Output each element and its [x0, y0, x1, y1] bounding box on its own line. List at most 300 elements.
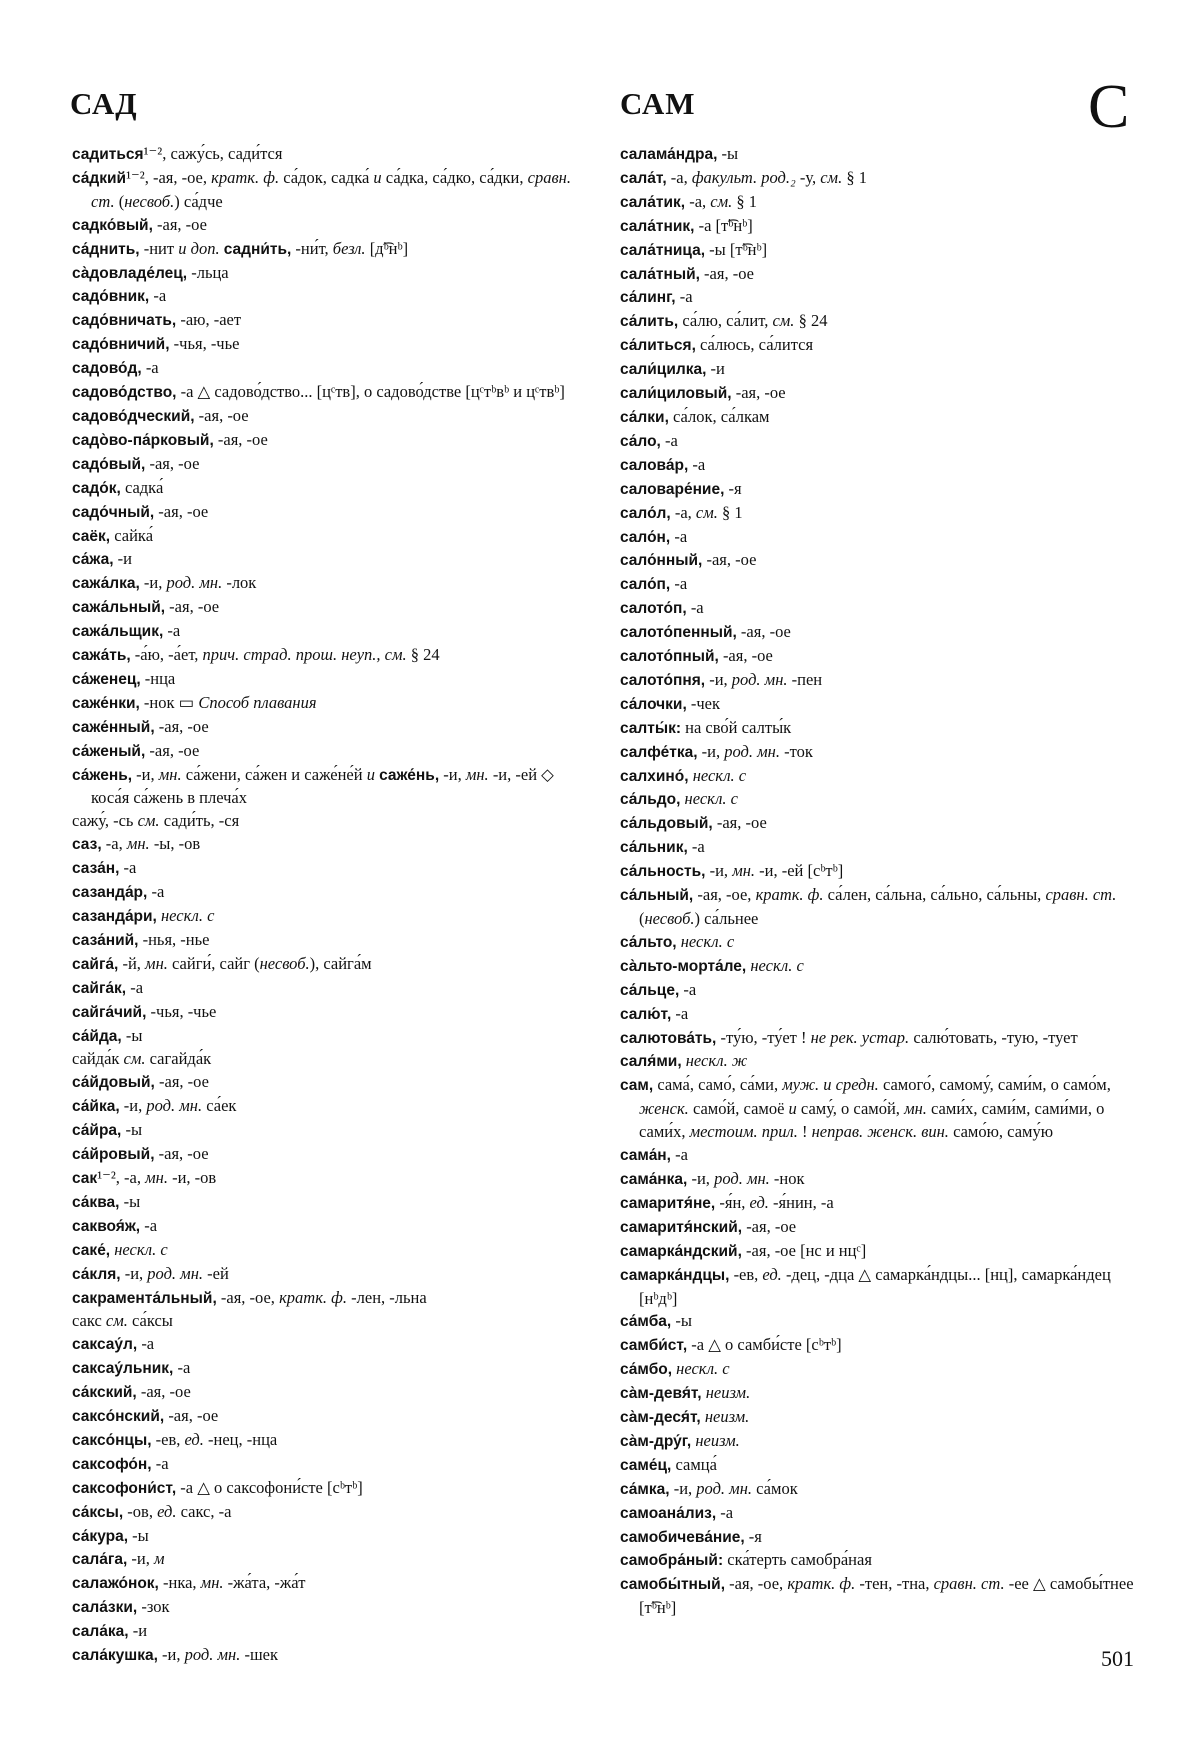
dictionary-entry: [620, 597, 1140, 621]
entry-text: -я́нин, -а: [768, 1192, 834, 1212]
dictionary-entry: [72, 1095, 592, 1119]
entry-text: -а: [163, 621, 181, 641]
dictionary-entry: [72, 548, 592, 572]
dictionary-entry: [72, 1025, 592, 1049]
grammar-note: род. мн.: [724, 741, 780, 761]
entry-text: са́люсь, са́лится: [695, 335, 814, 355]
entry-text: -я́н,: [715, 1192, 750, 1212]
entry-text: сагайда́к: [145, 1049, 212, 1069]
dictionary-entry: [620, 1240, 1140, 1264]
running-head-left: САД: [70, 86, 138, 121]
dictionary-entry: [620, 358, 1140, 382]
entry-text: на сво́й салты́к: [681, 717, 792, 737]
entry-text: -а: [137, 1334, 155, 1354]
headword: самобра́ный:: [620, 1552, 724, 1570]
entry-text: -а: [140, 1215, 158, 1235]
entry-text: самца́: [671, 1454, 717, 1474]
grammar-note: см.: [772, 311, 795, 331]
headword: сало́п,: [620, 576, 671, 594]
entry-text: садка́: [120, 477, 164, 497]
dictionary-entry: [72, 1287, 592, 1311]
entry-text: -и: [706, 359, 725, 379]
dictionary-entry: [620, 502, 1140, 526]
dictionary-entry: [620, 526, 1140, 550]
headword: самобы́тный,: [620, 1576, 725, 1594]
dictionary-entry: [72, 285, 592, 309]
entry-text: самого́, самому́, сами́м, о само́м,: [878, 1075, 1111, 1095]
entry-text: -а: [670, 526, 688, 546]
entry-text: -пен: [787, 669, 823, 689]
grammar-note: м: [153, 1549, 165, 1569]
headword: саквоя́ж,: [72, 1217, 141, 1235]
dictionary-entry: [620, 1454, 1140, 1478]
headword: садни́ть,: [223, 240, 292, 258]
dictionary-entry: [72, 1381, 592, 1405]
entry-text: -льца: [187, 262, 229, 282]
headword: сама́н,: [620, 1147, 671, 1165]
grammar-note: ед.: [184, 1429, 204, 1449]
dictionary-entry: [72, 501, 592, 525]
entry-text: -и,: [127, 1549, 154, 1569]
headword: салото́п,: [620, 600, 687, 618]
entry-text: -а: [688, 454, 706, 474]
dictionary-entry: [72, 881, 592, 905]
dictionary-entry: [72, 1310, 592, 1333]
entry-text: са́дка, са́дко, са́дки,: [381, 167, 528, 187]
grammar-note: кратк. ф.: [279, 1287, 348, 1307]
headword: самарка́ндцы,: [620, 1266, 730, 1284]
headword: сала́га,: [72, 1551, 128, 1569]
entry-text: сайги́, сайг (: [167, 953, 260, 973]
headword: салото́пный,: [620, 648, 719, 666]
grammar-note: факульт. род.₂: [691, 167, 796, 187]
entry-text: -а △ садово́дство... [цᶜтв], о садово́дстве [цᶜтᵇвᵇ и цᶜтвᵇ]: [176, 382, 565, 402]
headword: са́йровый,: [72, 1146, 155, 1164]
dictionary-entry: [620, 1144, 1140, 1168]
dictionary-entry: [620, 239, 1140, 263]
dictionary-entry: [620, 931, 1140, 955]
dictionary-entry: [620, 1074, 1140, 1144]
entry-text: -я: [724, 478, 742, 498]
entry-text: -ая, -ое: [702, 550, 757, 570]
grammar-note: см.: [820, 167, 843, 187]
headword: сала́ка,: [72, 1623, 129, 1641]
headword: са́лочки,: [620, 695, 687, 713]
dictionary-entry: [620, 191, 1140, 215]
entry-text: -ая, -ое: [712, 813, 767, 833]
headword: салова́р,: [620, 456, 689, 474]
dictionary-entry: [620, 334, 1140, 358]
headword: саловаре́ние,: [620, 480, 725, 498]
headword: са́йда,: [72, 1027, 122, 1045]
headword: саксо́нцы,: [72, 1431, 152, 1449]
entry-text: -а,: [685, 191, 711, 211]
entry-text: само́ю, саму́ю: [948, 1122, 1054, 1142]
entry-text: -и, -ей ◇ коса́я са́жень в плеча́х: [91, 764, 554, 808]
dictionary-entry: [72, 572, 592, 596]
headword: са́жа,: [72, 551, 114, 569]
headword: са́литься,: [620, 337, 696, 355]
dictionary-entry: [72, 525, 592, 549]
grammar-note: кратк. ф.: [211, 167, 280, 187]
dictionary-entry: [72, 429, 592, 453]
entry-text: -и: [113, 549, 132, 569]
grammar-note: род. мн.: [147, 1263, 204, 1283]
entry-text: -а,: [101, 834, 127, 854]
entry-text: -ая, -ое: [742, 1216, 797, 1236]
headword: са́льто,: [620, 933, 677, 951]
headword: садо́вничий,: [72, 336, 170, 354]
entry-text: -ы: [717, 144, 739, 163]
headword: сало́н,: [620, 528, 671, 546]
headword: самобичева́ние,: [620, 1528, 745, 1546]
headword: саме́ц,: [620, 1456, 672, 1474]
entry-text: -и,: [697, 741, 725, 761]
dictionary-entry: [620, 1334, 1140, 1358]
entry-text: -и,: [157, 1645, 185, 1665]
headword: сала́тник,: [620, 217, 695, 235]
entry-text: -и,: [669, 1478, 697, 1498]
dictionary-entry: [620, 406, 1140, 430]
entry-text: ска́терть самобра́ная: [723, 1550, 872, 1570]
dictionary-entry: [72, 357, 592, 381]
entry-text: -ая, -ое: [154, 1144, 209, 1164]
entry-text: ¹⁻², -ая, -ое,: [126, 167, 212, 187]
headword: сажа́лка,: [72, 575, 140, 593]
grammar-note: род. мн.: [731, 669, 788, 689]
entry-text: -й,: [118, 953, 146, 973]
headword: салты́к:: [620, 719, 682, 737]
grammar-note: род. мн.: [714, 1168, 770, 1188]
headword: садо́вничать,: [72, 312, 177, 330]
headword: са́жень,: [72, 766, 133, 784]
dictionary-entry: [72, 1119, 592, 1143]
entry-text: -и,: [687, 1168, 715, 1188]
headword: саке́,: [72, 1241, 111, 1259]
dictionary-entry: [72, 309, 592, 333]
dictionary-entry: [620, 143, 1140, 167]
headword: са̀м-девя́т,: [620, 1385, 702, 1403]
entry-text: -ни́т,: [291, 238, 333, 258]
entry-text: !: [797, 1122, 812, 1142]
entry-text: -а: [687, 837, 705, 857]
entry-text: -лен, -льна: [347, 1287, 427, 1307]
headword: са́кура,: [72, 1527, 128, 1545]
entry-text: -а: [173, 1358, 191, 1378]
dictionary-entry: [72, 262, 592, 286]
grammar-note: нескл. с: [684, 789, 738, 809]
headword: са́кский,: [72, 1384, 137, 1402]
dictionary-entry: [620, 979, 1140, 1003]
headword: сайга́чий,: [72, 1003, 147, 1021]
entry-text: -и,: [705, 861, 733, 881]
dictionary-entry: [72, 1191, 592, 1215]
headword: саз,: [72, 836, 102, 854]
grammar-note: несвоб.: [259, 953, 310, 973]
dictionary-entry: [72, 1263, 592, 1287]
grammar-note: нескл. с: [114, 1239, 168, 1259]
entry-text: -а [т͡ᵇнᵇ]: [694, 215, 753, 235]
dictionary-entry: [620, 1549, 1140, 1573]
dictionary-entry: [620, 1050, 1140, 1074]
dictionary-entry: [72, 143, 592, 167]
entry-text: -нец, -нца: [203, 1429, 278, 1449]
dictionary-entry: [72, 1215, 592, 1239]
entry-text: -и,: [439, 764, 466, 784]
dictionary-entry: [620, 286, 1140, 310]
grammar-note: сравн. ст.: [933, 1574, 1005, 1594]
headword: сам,: [620, 1077, 654, 1095]
entry-text: -ая, -ое,: [693, 885, 756, 905]
entry-text: -и, -ов: [167, 1167, 217, 1187]
entry-text: са́жени, са́жен и саже́не́й: [181, 764, 367, 784]
entry-text: -ая, -ое: [145, 740, 200, 760]
entry-text: ¹⁻², -а,: [97, 1167, 146, 1187]
entry-text: -и,: [139, 573, 167, 593]
headword: саксо́нский,: [72, 1408, 165, 1426]
headword: сазанда́р,: [72, 884, 148, 902]
headword: са́мба,: [620, 1313, 672, 1331]
headword: са́льдовый,: [620, 815, 713, 833]
headword: самоана́лиз,: [620, 1504, 717, 1522]
headword: са́ксы,: [72, 1503, 124, 1521]
entry-text: са́док, садка́: [279, 167, 374, 187]
entry-text: -а,: [666, 167, 692, 187]
headword: сайга́,: [72, 955, 119, 973]
grammar-note: кратк. ф.: [787, 1574, 856, 1594]
entry-text: § 1: [842, 167, 867, 187]
dictionary-entry: [620, 1406, 1140, 1430]
dictionary-entry: [72, 1477, 592, 1501]
grammar-note: см.: [105, 1311, 128, 1331]
entry-text: -и,: [119, 1096, 147, 1116]
headword: садово́д,: [72, 360, 142, 378]
entry-text: ) са́дче: [174, 191, 223, 211]
entry-text: сакс: [72, 1311, 106, 1331]
right-column: [620, 143, 1140, 1620]
headword: сали́циловый,: [620, 385, 732, 403]
dictionary-entry: [620, 310, 1140, 334]
dictionary-entry: [620, 765, 1140, 789]
headword: сажа́ть,: [72, 647, 131, 665]
headword: саксофони́ст,: [72, 1479, 177, 1497]
headword: салю́т,: [620, 1005, 672, 1023]
dictionary-entry: [72, 1644, 592, 1668]
entry-text: -чья, -чье: [169, 334, 240, 354]
grammar-note: см.: [137, 811, 160, 831]
headword: садо́вник,: [72, 288, 150, 306]
headword: сайга́к,: [72, 979, 127, 997]
entry-text: сади́ть, -ся: [159, 811, 240, 831]
grammar-note: местоим. прил.: [689, 1122, 798, 1142]
headword: саже́нь,: [379, 766, 440, 784]
entry-text: -а: [126, 977, 144, 997]
entry-text: -чек: [686, 693, 721, 713]
grammar-note: мн.: [126, 834, 150, 854]
entry-text: (: [114, 191, 125, 211]
entry-text: салю́товать, -тую, -тует: [909, 1027, 1078, 1047]
grammar-note: нескл. с: [680, 931, 735, 951]
entry-text: са́лен, са́льна, са́льно, са́льны,: [823, 885, 1046, 905]
entry-text: -ая, -ое: [152, 214, 207, 234]
grammar-note: род. мн.: [184, 1645, 241, 1665]
dictionary-entry: [620, 955, 1140, 979]
grammar-note: нескл. с: [750, 955, 804, 975]
entry-text: -ев,: [151, 1429, 185, 1449]
entry-text: -ток: [779, 741, 813, 761]
grammar-note: Способ плавания: [198, 692, 317, 712]
dictionary-entry: [620, 645, 1140, 669]
dictionary-entry: [620, 1216, 1140, 1240]
dictionary-entry: [72, 1239, 592, 1263]
headword: салажо́нок,: [72, 1575, 159, 1593]
dictionary-entry: [72, 1525, 592, 1549]
dictionary-entry: [72, 1596, 592, 1620]
entry-text: -ая, -ое [нс и нцᶜ]: [741, 1240, 867, 1260]
headword: са́льность,: [620, 863, 706, 881]
entry-text: -ая, -ое,: [216, 1287, 280, 1307]
dictionary-entry: [72, 977, 592, 1001]
headword: сала́кушка,: [72, 1647, 158, 1665]
entry-text: -чья, -чье: [146, 1001, 217, 1021]
dictionary-entry: [620, 717, 1140, 741]
dictionary-entry: [620, 430, 1140, 454]
dictionary-entry: [72, 1548, 592, 1572]
entry-text: -а́ю, -а́ет,: [130, 645, 203, 665]
headword: сазанда́ри,: [72, 908, 157, 925]
dictionary-entry: [72, 214, 592, 238]
dictionary-entry: [72, 167, 592, 214]
headword: саля́ми,: [620, 1053, 682, 1071]
headword: саёк,: [72, 527, 111, 545]
grammar-note: и: [373, 167, 382, 187]
grammar-note: мн.: [465, 764, 489, 784]
entry-text: -зок: [137, 1597, 170, 1617]
grammar-note: мн.: [145, 1167, 168, 1187]
entry-text: -аю, -ает: [176, 310, 242, 330]
entry-text: -ев,: [729, 1264, 763, 1284]
entry-text: -шек: [240, 1645, 278, 1665]
headword: салама́ндра,: [620, 146, 718, 163]
headword: салфе́тка,: [620, 743, 698, 761]
entry-text: -а,: [670, 502, 696, 522]
dictionary-entry: [72, 1429, 592, 1453]
grammar-note: ед.: [749, 1192, 769, 1212]
headword: саксау́л,: [72, 1336, 138, 1354]
dictionary-entry: [620, 573, 1140, 597]
entry-text: (: [639, 909, 645, 928]
grammar-note: неизм.: [705, 1383, 751, 1403]
dictionary-entry: [72, 929, 592, 953]
headword: са́дкий: [72, 169, 127, 187]
entry-text: -а △ о самби́сте [cᵇтᵇ]: [687, 1335, 842, 1355]
entry-text: -а: [670, 574, 688, 594]
dictionary-entry: [72, 857, 592, 881]
entry-text: § 1: [717, 502, 743, 522]
entry-text: -ы: [671, 1311, 692, 1331]
section-letter: С: [1088, 73, 1130, 141]
entry-text: -ее △ самобы́тнее [т͡ᵇнᵇ]: [639, 1574, 1134, 1618]
dictionary-entry: [620, 215, 1140, 239]
entry-text: -нца: [140, 668, 176, 688]
dictionary-entry: [620, 1382, 1140, 1406]
grammar-note: нескл. с: [676, 1359, 730, 1379]
headword: саже́нки,: [72, 694, 140, 712]
dictionary-entry: [72, 953, 592, 977]
grammar-note: кратк. ф.: [755, 885, 824, 905]
entry-text: -а: [147, 882, 165, 902]
headword: сала́т,: [620, 169, 667, 187]
entry-text: -а: [686, 598, 704, 618]
dictionary-entry: [72, 596, 592, 620]
dictionary-entry: [620, 1264, 1140, 1311]
entry-text: са́мок: [752, 1478, 798, 1498]
grammar-note: род. мн.: [166, 573, 223, 593]
entry-text: ) са́льнее: [694, 909, 759, 928]
entry-text: -ая, -ое: [699, 263, 754, 283]
dictionary-entry: [620, 454, 1140, 478]
entry-text: -и,: [705, 669, 732, 689]
grammar-note: мн.: [158, 764, 182, 784]
grammar-note: мн.: [200, 1573, 224, 1593]
headword: сама́нка,: [620, 1170, 688, 1188]
dictionary-entry: [72, 692, 592, 716]
dictionary-entry: [72, 1453, 592, 1477]
headword: са́женый,: [72, 742, 146, 760]
dictionary-entry: [72, 833, 592, 857]
headword: самарка́ндский,: [620, 1242, 742, 1260]
dictionary-entry: [72, 1071, 592, 1095]
entry-text: -и,: [132, 764, 159, 784]
dictionary-entry: [72, 1333, 592, 1357]
entry-text: -ов,: [123, 1501, 158, 1521]
entry-text: -ы: [121, 1025, 143, 1045]
headword: садово́дческий,: [72, 407, 195, 425]
grammar-note: нескл. ж: [685, 1051, 748, 1071]
entry-text: -а: [675, 287, 693, 307]
entry-text: -я: [744, 1526, 762, 1546]
headword: садо̀во-па́рковый,: [72, 431, 214, 449]
dictionary-entry: [620, 1358, 1140, 1382]
headword: са̀довладе́лец,: [72, 264, 188, 282]
headword: садо́чный,: [72, 503, 155, 521]
dictionary-entry: [620, 1003, 1140, 1027]
headword: самаритя́не,: [620, 1194, 716, 1212]
grammar-note: см.: [695, 502, 718, 522]
entry-text: [д͡ᵇнᵇ]: [365, 238, 409, 258]
grammar-note: см.: [123, 1049, 146, 1069]
entry-text: -а: [671, 1003, 689, 1023]
grammar-note: нескл. с: [692, 765, 747, 785]
entry-text: -нит: [139, 238, 179, 258]
dictionary-entry: [620, 549, 1140, 573]
headword: са́льник,: [620, 839, 688, 857]
headword: сала́зки,: [72, 1599, 138, 1617]
entry-text: § 1: [732, 191, 758, 211]
headword: са́мка,: [620, 1480, 670, 1498]
headword: са́йра,: [72, 1122, 122, 1140]
headword: са́днить,: [72, 240, 140, 258]
running-head-right: САМ: [620, 86, 696, 121]
dictionary-entry: [72, 1357, 592, 1381]
dictionary-entry: [72, 453, 592, 477]
dictionary-entry: [620, 167, 1140, 191]
grammar-note: безл.: [332, 238, 366, 258]
dictionary-entry: [620, 693, 1140, 717]
grammar-note: несвоб.: [124, 191, 175, 211]
headword: са̀льто-морта́ле,: [620, 957, 747, 975]
headword: са́мбо,: [620, 1361, 673, 1379]
